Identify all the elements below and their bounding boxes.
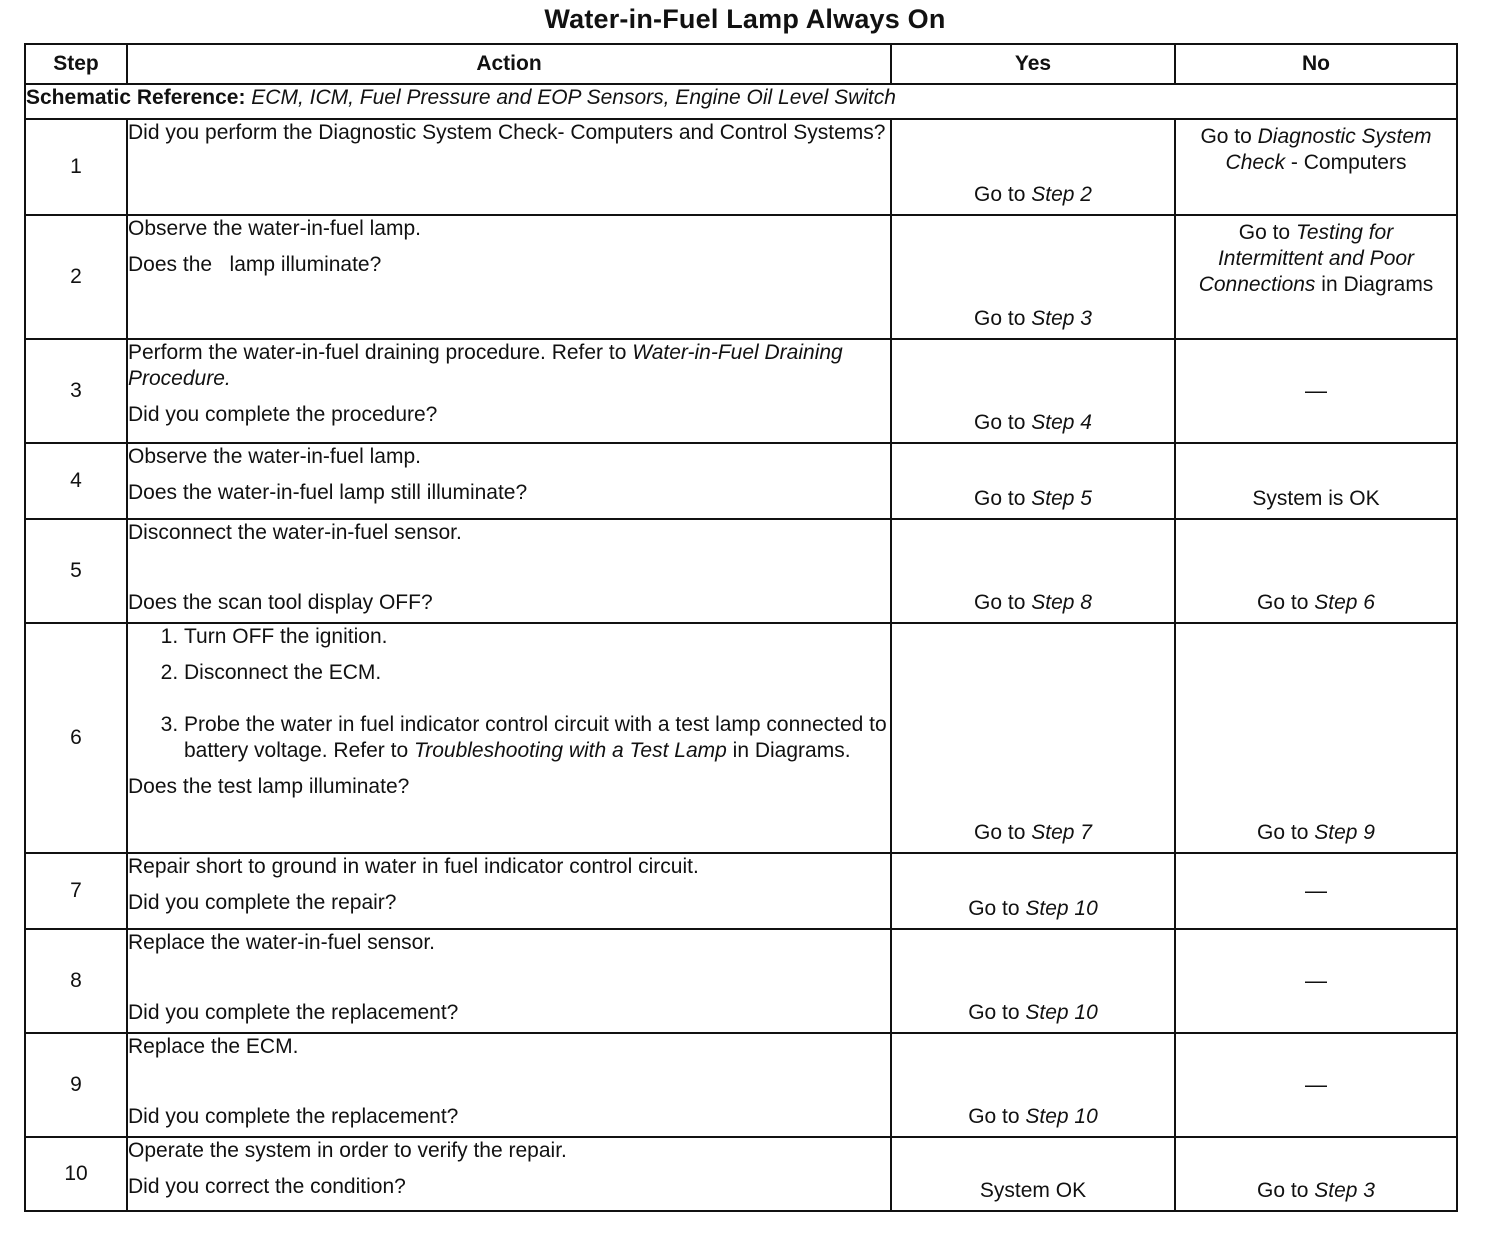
step-number: 8 bbox=[25, 929, 127, 1033]
action-text: Disconnect the water-in-fuel sensor. bbox=[128, 521, 462, 544]
no-result: Go to Step 6 bbox=[1257, 591, 1375, 614]
action-question: Does the lamp illuminate? bbox=[128, 253, 382, 276]
schematic-label: Schematic Reference: bbox=[26, 86, 246, 109]
sub-step-list bbox=[128, 624, 890, 764]
yes-result: System OK bbox=[979, 1179, 1087, 1202]
no-result: Go to Step 9 bbox=[1257, 821, 1375, 844]
no-cell bbox=[1175, 929, 1457, 1033]
header-action: Action bbox=[127, 44, 891, 84]
no-cell bbox=[1175, 1137, 1457, 1211]
no-cell bbox=[1175, 623, 1457, 853]
no-result: Go to Step 3 bbox=[1257, 1179, 1375, 1202]
header-no: No bbox=[1175, 44, 1457, 84]
no-result: Go to Diagnostic System Check - Computers bbox=[1200, 125, 1432, 174]
schematic-reference bbox=[25, 84, 1457, 119]
yes-cell bbox=[891, 929, 1175, 1033]
action-cell bbox=[127, 215, 891, 339]
action-question: Does the test lamp illuminate? bbox=[128, 775, 410, 798]
no-result: System is OK bbox=[1252, 487, 1380, 510]
page-title: Water-in-Fuel Lamp Always On bbox=[544, 4, 946, 34]
action-question: Did you complete the procedure? bbox=[128, 403, 438, 426]
table-row bbox=[25, 929, 1457, 1033]
table-row bbox=[25, 119, 1457, 215]
step-number: 2 bbox=[25, 215, 127, 339]
action-cell bbox=[127, 119, 891, 215]
yes-result: Go to Step 10 bbox=[968, 897, 1098, 920]
table-row bbox=[25, 1137, 1457, 1211]
action-text: Observe the water-in-fuel lamp. bbox=[128, 445, 421, 468]
no-cell bbox=[1175, 1033, 1457, 1137]
action-text: Perform the water-in-fuel draining procedure. Refer to Water-in-Fuel Draining Procedure. bbox=[128, 341, 843, 390]
no-result: — bbox=[1305, 967, 1327, 993]
step-number: 10 bbox=[25, 1137, 127, 1211]
diagnostic-table bbox=[24, 43, 1458, 1212]
step-number: 1 bbox=[25, 119, 127, 215]
action-question: Did you correct the condition? bbox=[128, 1175, 406, 1198]
table-row bbox=[25, 215, 1457, 339]
no-cell bbox=[1175, 443, 1457, 519]
yes-cell bbox=[891, 119, 1175, 215]
no-cell bbox=[1175, 853, 1457, 929]
table-row bbox=[25, 443, 1457, 519]
action-cell bbox=[127, 443, 891, 519]
action-text: Replace the water-in-fuel sensor. bbox=[128, 931, 435, 954]
list-item: 2. Disconnect the ECM. bbox=[184, 660, 890, 686]
list-item: 3. Probe the water in fuel indicator control circuit with a test lamp connected to battery voltage. Refer to Troubleshooting with a Test Lamp in Diagrams. bbox=[184, 712, 890, 764]
table-row bbox=[25, 519, 1457, 623]
yes-cell bbox=[891, 339, 1175, 443]
action-text: Did you perform the Diagnostic System Check- Computers and Control Systems? bbox=[128, 121, 886, 144]
no-cell bbox=[1175, 215, 1457, 339]
table-row bbox=[25, 339, 1457, 443]
header-row bbox=[25, 44, 1457, 84]
action-cell bbox=[127, 1033, 891, 1137]
action-cell bbox=[127, 853, 891, 929]
table-row bbox=[25, 1033, 1457, 1137]
step-number: 7 bbox=[25, 853, 127, 929]
action-cell bbox=[127, 519, 891, 623]
no-result: — bbox=[1305, 877, 1327, 903]
action-text: Replace the ECM. bbox=[128, 1035, 299, 1058]
action-cell bbox=[127, 1137, 891, 1211]
no-cell bbox=[1175, 119, 1457, 215]
yes-cell bbox=[891, 623, 1175, 853]
step-number: 5 bbox=[25, 519, 127, 623]
action-cell bbox=[127, 623, 891, 853]
action-question: Does the scan tool display OFF? bbox=[128, 591, 433, 614]
action-question: Did you complete the replacement? bbox=[128, 1001, 459, 1024]
list-item: 1. Turn OFF the ignition. bbox=[184, 624, 890, 650]
action-cell bbox=[127, 339, 891, 443]
yes-result: Go to Step 4 bbox=[974, 411, 1092, 434]
action-cell bbox=[127, 929, 891, 1033]
yes-cell bbox=[891, 853, 1175, 929]
yes-result: Go to Step 8 bbox=[974, 591, 1092, 614]
yes-result: Go to Step 7 bbox=[974, 821, 1092, 844]
table-row bbox=[25, 853, 1457, 929]
action-question: Did you complete the repair? bbox=[128, 891, 397, 914]
no-result: Go to Testing for Intermittent and Poor Connections in Diagrams bbox=[1198, 221, 1434, 296]
action-text: Observe the water-in-fuel lamp. bbox=[128, 217, 421, 240]
yes-result: Go to Step 2 bbox=[974, 183, 1092, 206]
yes-result: Go to Step 10 bbox=[968, 1001, 1098, 1024]
yes-cell bbox=[891, 1137, 1175, 1211]
action-text: Operate the system in order to verify the repair. bbox=[128, 1139, 567, 1162]
header-step: Step bbox=[25, 44, 127, 84]
action-question: Does the water-in-fuel lamp still illuminate? bbox=[128, 481, 528, 504]
schematic-value: ECM, ICM, Fuel Pressure and EOP Sensors, Engine Oil Level Switch bbox=[251, 86, 896, 109]
step-number: 3 bbox=[25, 339, 127, 443]
step-number: 6 bbox=[25, 623, 127, 853]
no-cell bbox=[1175, 519, 1457, 623]
yes-cell bbox=[891, 215, 1175, 339]
header-yes: Yes bbox=[891, 44, 1175, 84]
schematic-row bbox=[25, 84, 1457, 119]
yes-cell bbox=[891, 443, 1175, 519]
action-text: Repair short to ground in water in fuel indicator control circuit. bbox=[128, 855, 699, 878]
action-question: Did you complete the replacement? bbox=[128, 1105, 459, 1128]
yes-result: Go to Step 3 bbox=[974, 307, 1092, 330]
no-result: — bbox=[1305, 1071, 1327, 1097]
step-number: 9 bbox=[25, 1033, 127, 1137]
yes-cell bbox=[891, 1033, 1175, 1137]
yes-result: Go to Step 10 bbox=[968, 1105, 1098, 1128]
step-number: 4 bbox=[25, 443, 127, 519]
yes-cell bbox=[891, 519, 1175, 623]
no-result: — bbox=[1305, 377, 1327, 403]
table-row bbox=[25, 623, 1457, 853]
yes-result: Go to Step 5 bbox=[974, 487, 1092, 510]
no-cell bbox=[1175, 339, 1457, 443]
